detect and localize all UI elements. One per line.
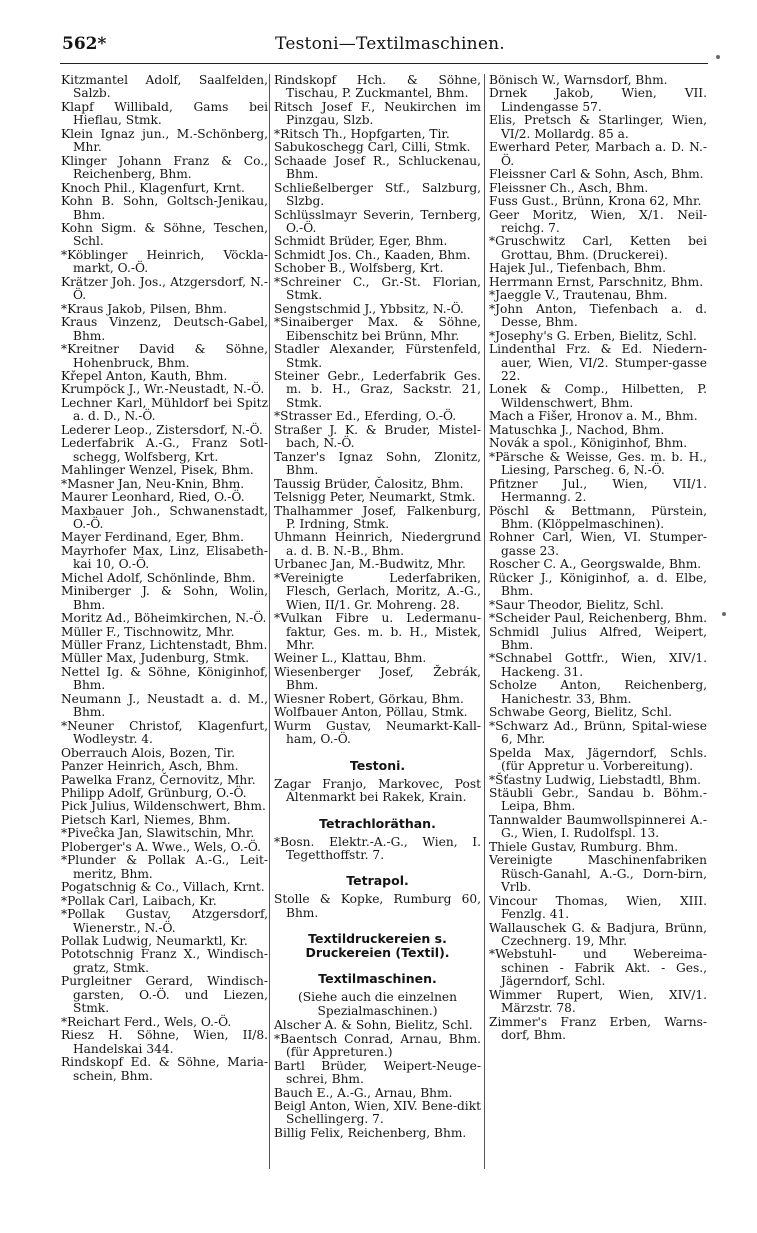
directory-entry: *Vereinigte Lederfabriken, Flesch, Gerlach, Moritz, A.-G., Wien, II/1. Gr. Mohreng. 28. <box>274 570 481 612</box>
directory-entry: Alscher A. & Sohn, Bielitz, Schl. <box>274 1018 473 1033</box>
directory-entry: Schober B., Wolfsberg, Krt. <box>274 261 444 276</box>
directory-entry: Schaade Josef R., Schluckenau, Bhm. <box>274 153 481 182</box>
column-1 <box>61 74 268 1083</box>
directory-entry: Fuss Gust., Brünn, Krona 62, Mhr. <box>489 194 702 209</box>
directory-entry: Rindskopf Hch. & Söhne, Tischau, P. Zuckmantel, Bhm. <box>274 73 481 101</box>
running-head: Testoni—Textilmaschinen. <box>275 34 505 54</box>
directory-entry: Taussig Brüder, Čalositz, Bhm. <box>274 476 464 491</box>
directory-entry: Fleissner Carl & Sohn, Asch, Bhm. <box>489 167 704 182</box>
directory-entry: *Webstuhl- und Webereima-schinen - Fabrik Akt. - Ges., Jägerndorf, Schl. <box>489 947 707 989</box>
print-smudge <box>722 612 726 616</box>
directory-entry: *Scheider Paul, Reichenberg, Bhm. <box>489 611 708 626</box>
directory-entry: Ploberger's A. Wwe., Wels, O.-Ö. <box>61 839 262 854</box>
column-2-entries <box>274 74 481 747</box>
directory-entry: *Köblinger Heinrich, Vöckla-markt, O.-Ö. <box>61 247 268 276</box>
directory-entry: *Piveĉka Jan, Slawitschin, Mhr. <box>61 826 255 841</box>
directory-entry: Moritz Ad., Böheimkirchen, N.-Ö. <box>61 611 267 626</box>
section-tetrapol-entries <box>274 893 481 920</box>
directory-entry: Wallauschek G. & Badjura, Brünn, Czechnerg. 19, Mhr. <box>489 920 707 948</box>
directory-entry: Stolle & Kopke, Rumburg 60, Bhm. <box>274 892 481 920</box>
directory-entry: Tannwalder Baumwollspinnerei A.-G., Wien, I. Rudolfspl. 13. <box>489 812 707 841</box>
directory-entry: Vereinigte Maschinenfabriken Rüsch-Ganahl, A.-G., Dorn-birn, Vrlb. <box>489 853 707 895</box>
directory-entry: Panzer Heinrich, Asch, Bhm. <box>61 759 239 774</box>
directory-entry: Müller Franz, Lichtenstadt, Bhm. <box>61 638 268 653</box>
directory-entry: Miniberger J. & Sohn, Wolin, Bhm. <box>61 584 268 612</box>
directory-entry: Michel Adolf, Schönlinde, Bhm. <box>61 570 256 585</box>
directory-entry: Mahlinger Wenzel, Pisek, Bhm. <box>61 463 254 478</box>
directory-entry: Zagar Franjo, Markovec, Post Altenmarkt bei Rakek, Krain. <box>274 776 481 805</box>
directory-entry: Klapf Willibald, Gams bei Hieflau, Stmk. <box>61 99 268 128</box>
directory-entry: Novák a spol., Königinhof, Bhm. <box>489 436 688 451</box>
directory-entry: Tanzer's Ignaz Sohn, Zlonitz, Bhm. <box>274 449 481 478</box>
directory-entry: Nettel Ig. & Söhne, Königinhof, Bhm. <box>61 664 268 693</box>
directory-entry: *Bosn. Elektr.-A.-G., Wien, I. Tegetthoffstr. 7. <box>274 834 481 863</box>
directory-entry: Ewerhard Peter, Marbach a. D. N.-Ö. <box>489 140 707 168</box>
column-2 <box>274 74 481 1140</box>
directory-entry: Herrmann Ernst, Parschnitz, Bhm. <box>489 274 704 289</box>
directory-entry: Stadler Alexander, Fürstenfeld, Stmk. <box>274 342 481 370</box>
directory-entry: Schmidt Jos. Ch., Kaaden, Bhm. <box>274 247 471 262</box>
directory-entry: Steiner Gebr., Lederfabrik Ges. m. b. H., Graz, Sackstr. 21, Stmk. <box>274 368 481 410</box>
directory-entry: *Ritsch Th., Hopfgarten, Tir. <box>274 126 450 141</box>
directory-entry: *Schwarz Ad., Brünn, Spital-wiese 6, Mhr. <box>489 718 707 747</box>
directory-entry: Pawelka Franz, Černovitz, Mhr. <box>61 772 256 787</box>
directory-entry: *Pollak Gustav, Atzgersdorf, Wienerstr., N.-Ö. <box>61 907 268 935</box>
directory-entry: Rohner Carl, Wien, VI. Stumper-gasse 23. <box>489 530 707 558</box>
directory-entry: Kohn Sigm. & Söhne, Teschen, Schl. <box>61 220 268 249</box>
section-heading-testoni: Testoni. <box>349 757 406 773</box>
directory-entry: Müller Max, Judenburg, Stmk. <box>61 651 250 666</box>
directory-entry: Beigl Anton, Wien, XIV. Bene-dikt Schellingerg. 7. <box>274 1099 481 1127</box>
section-heading-textilmaschinen: Textilmaschinen. <box>318 971 437 987</box>
directory-entry: Krumpöck J., Wr.-Neustadt, N.-Ö. <box>61 382 265 397</box>
directory-entry: *Šťastny Ludwig, Liebstadtl, Bhm. <box>489 772 701 787</box>
directory-entry: Schwabe Georg, Bielitz, Schl. <box>489 705 672 720</box>
directory-entry: Scholze Anton, Reichenberg, Hanichestr. 33, Bhm. <box>489 678 707 706</box>
directory-entry: Thalhammer Josef, Falkenburg, P. Irdning, Stmk. <box>274 503 481 531</box>
directory-entry: Pietsch Karl, Niemes, Bhm. <box>61 812 231 827</box>
section-note: (Siehe auch die einzelnen Spezialmaschinen.) <box>297 990 457 1018</box>
directory-entry: Rindskopf Ed. & Söhne, Maria-schein, Bhm. <box>61 1055 268 1083</box>
directory-entry: Lonek & Comp., Hilbetten, P. Wildenschwert, Bhm. <box>489 382 707 410</box>
directory-entry: *Neuner Christof, Klagenfurt, Wodleystr. 4. <box>61 718 268 747</box>
directory-entry: Wiesenberger Josef, Žebrák, Bhm. <box>274 664 481 693</box>
directory-entry: Klein Ignaz jun., M.-Schönberg, Mhr. <box>61 126 268 155</box>
directory-entry: Spelda Max, Jägerndorf, Schls. (für Appretur u. Vorbereitung). <box>489 745 707 774</box>
directory-entry: Stäubli Gebr., Sandau b. Böhm.-Leipa, Bhm. <box>489 786 707 814</box>
directory-entry: Bönisch W., Warnsdorf, Bhm. <box>489 73 668 87</box>
directory-entry: Lederfabrik A.-G., Franz Sotl-schegg, Wolfsberg, Krt. <box>61 436 268 464</box>
column-divider <box>269 74 270 1169</box>
column-divider <box>484 74 485 1169</box>
directory-entry: Purgleitner Gerard, Windisch-garsten, O.-Ö. und Liezen, Stmk. <box>61 974 268 1016</box>
section-tetrachlorathan-entries <box>274 836 481 863</box>
directory-entry: Maxbauer Joh., Schwanenstadt, O.-Ö. <box>61 503 268 531</box>
directory-entry: Lechner Karl, Mühldorf bei Spitz a. d. D., N.-Ö. <box>61 395 268 424</box>
directory-entry: Sabukoschegg Carl, Cilli, Stmk. <box>274 140 471 155</box>
column-3 <box>489 74 707 1043</box>
directory-entry: Sengstschmid J., Ybbsitz, N.-Ö. <box>274 301 464 316</box>
directory-entry: Geer Moritz, Wien, X/1. Neil-reichg. 7. <box>489 207 707 235</box>
directory-entry: Rücker J., Königinhof, a. d. Elbe, Bhm. <box>489 570 707 599</box>
directory-entry: Lindenthal Frz. & Ed. Niedern-auer, Wien, VI/2. Stumper-gasse 22. <box>489 342 707 383</box>
directory-entry: *Pärsche & Weisse, Ges. m. b. H., Liesing, Parscheg. 6, N.-Ö. <box>489 449 707 478</box>
directory-entry: *Schreiner C., Gr.-St. Florian, Stmk. <box>274 274 481 303</box>
directory-entry: Müller F., Tischnowitz, Mhr. <box>61 624 235 639</box>
directory-entry: Hajek Jul., Tiefenbach, Bhm. <box>489 261 666 276</box>
directory-entry: Lederer Leop., Zistersdorf, N.-Ö. <box>61 422 263 437</box>
directory-entry: Klinger Johann Franz & Co., Reichenberg, Bhm. <box>61 153 268 182</box>
directory-entry: Kraus Vinzenz, Deutsch-Gabel, Bhm. <box>61 315 268 343</box>
header-rule <box>60 63 708 64</box>
directory-entry: Kohn B. Sohn, Goltsch-Jenikau, Bhm. <box>61 194 268 222</box>
directory-entry: Matuschka J., Nachod, Bhm. <box>489 422 665 437</box>
directory-entry: Drnek Jakob, Wien, VII. Lindengasse 57. <box>489 86 707 114</box>
directory-entry: Krätzer Joh. Jos., Atzgersdorf, N.-Ö. <box>61 274 268 303</box>
directory-entry: Straßer J. K. & Bruder, Mistel-bach, N.-Ö. <box>274 422 481 451</box>
directory-entry: Wiesner Robert, Görkau, Bhm. <box>274 691 464 706</box>
print-smudge <box>716 55 720 59</box>
directory-entry: Fleissner Ch., Asch, Bhm. <box>489 180 649 195</box>
directory-entry: Knoch Phil., Klagenfurt, Krnt. <box>61 180 245 195</box>
directory-entry: Thiele Gustav, Rumburg. Bhm. <box>489 839 679 854</box>
directory-entry: Roscher C. A., Georgswalde, Bhm. <box>489 557 702 572</box>
directory-entry: Mayer Ferdinand, Eger, Bhm. <box>61 530 244 545</box>
directory-entry: Pototschnig Franz X., Windisch-gratz, Stmk. <box>61 947 268 975</box>
directory-entry: *Pollak Carl, Laibach, Kr. <box>61 893 217 908</box>
directory-entry: *Kreitner David & Söhne, Hohenbruck, Bhm. <box>61 342 268 370</box>
directory-entry: *Schnabel Gottfr., Wien, XIV/1. Hackeng. 31. <box>489 651 707 679</box>
directory-entry: Neumann J., Neustadt a. d. M., Bhm. <box>61 691 268 720</box>
directory-entry: Bauch E., A.-G., Arnau, Bhm. <box>274 1085 453 1100</box>
directory-entry: *Saur Theodor, Bielitz, Schl. <box>489 597 664 612</box>
directory-entry: *Sinaiberger Max. & Söhne, Eibenschitz bei Brünn, Mhr. <box>274 315 481 343</box>
directory-entry: *Reichart Ferd., Wels, O.-Ö. <box>61 1014 232 1029</box>
directory-entry: Wurm Gustav, Neumarkt-Kall-ham, O.-Ö. <box>274 718 481 747</box>
directory-entry: Uhmann Heinrich, Niedergrund a. d. B. N.-B., Bhm. <box>274 530 481 558</box>
directory-entry: Mach a Fišer, Hronov a. M., Bhm. <box>489 409 698 424</box>
section-heading-tetrachlorathan: Tetrachloräthan. <box>319 815 436 831</box>
directory-entry: *Masner Jan, Neu-Knin, Bhm. <box>61 476 245 491</box>
directory-entry: Weiner L., Klattau, Bhm. <box>274 651 427 666</box>
directory-entry: *Vulkan Fibre u. Ledermanu-faktur, Ges. m. b. H., Mistek, Mhr. <box>274 611 481 653</box>
directory-entry: Philipp Adolf, Grünburg, O.-Ö. <box>61 786 247 801</box>
directory-entry: Kitzmantel Adolf, Saalfelden, Salzb. <box>61 73 268 101</box>
directory-entry: Pick Julius, Wildenschwert, Bhm. <box>61 799 266 814</box>
directory-entry: Pfitzner Jul., Wien, VII/1. Hermanng. 2. <box>489 476 707 505</box>
directory-entry: Schmidt Brüder, Eger, Bhm. <box>274 234 448 249</box>
directory-entry: *Jaeggle V., Trautenau, Bhm. <box>489 288 668 303</box>
section-testoni-entries <box>274 778 481 805</box>
directory-entry: Křepel Anton, Kauth, Bhm. <box>61 368 228 383</box>
directory-entry: Zimmer's Franz Erben, Warns-dorf, Bhm. <box>489 1014 707 1043</box>
directory-entry: Billig Felix, Reichenberg, Bhm. <box>274 1125 467 1140</box>
directory-entry: Pogatschnig & Co., Villach, Krnt. <box>61 880 265 895</box>
section-heading-textildruckereien: Textildruckereien s. Druckereien (Textil). <box>305 931 450 961</box>
directory-entry: Ritsch Josef F., Neukirchen im Pinzgau, Slzb. <box>274 99 481 128</box>
directory-entry: *John Anton, Tiefenbach a. d. Desse, Bhm. <box>489 301 707 330</box>
section-heading-tetrapol: Tetrapol. <box>346 873 409 889</box>
directory-entry: *Baentsch Conrad, Arnau, Bhm. (für Appreturen.) <box>274 1031 481 1060</box>
directory-entry: *Kraus Jakob, Pilsen, Bhm. <box>61 301 227 316</box>
directory-entry: Schließelberger Stf., Salzburg, Slzbg. <box>274 180 481 209</box>
directory-entry: Maurer Leonhard, Ried, O.-Ö. <box>61 490 245 505</box>
directory-entry: Schmidl Julius Alfred, Weipert, Bhm. <box>489 624 707 653</box>
directory-entry: Mayrhofer Max, Linz, Elisabeth-kai 10, O.-Ö. <box>61 543 268 572</box>
directory-entry: *Josephy's G. Erben, Bielitz, Schl. <box>489 328 697 343</box>
directory-entry: Pollak Ludwig, Neumarktl, Kr. <box>61 934 248 948</box>
directory-entry: Oberrauch Alois, Bozen, Tir. <box>61 745 236 760</box>
directory-entry: Wolfbauer Anton, Pöllau, Stmk. <box>274 705 468 720</box>
directory-entry: *Plunder & Pollak A.-G., Leit-meritz, Bhm. <box>61 853 268 881</box>
directory-entry: Vincour Thomas, Wien, XIII. Fenzlg. 41. <box>489 893 707 922</box>
directory-entry: Pöschl & Bettmann, Pürstein, Bhm. (Klöppelmaschinen). <box>489 503 707 531</box>
page-number: 562* <box>62 34 107 54</box>
directory-entry: Riesz H. Söhne, Wien, II/8. Handelskai 344. <box>61 1028 268 1056</box>
directory-entry: Schlüsslmayr Severin, Ternberg, O.-Ö. <box>274 207 481 235</box>
directory-entry: Elis, Pretsch & Starlinger, Wien, VI/2. Mollardg. 85 a. <box>489 113 707 141</box>
page-header <box>60 34 720 58</box>
directory-entry: Urbanec Jan, M.-Budwitz, Mhr. <box>274 557 466 572</box>
directory-entry: Telsnigg Peter, Neumarkt, Stmk. <box>274 490 476 505</box>
section-textilmaschinen-entries <box>274 1019 481 1140</box>
directory-entry: Bartl Brüder, Weipert-Neuge-schrei, Bhm. <box>274 1058 481 1087</box>
directory-entry: *Gruschwitz Carl, Ketten bei Grottau, Bhm. (Druckerei). <box>489 234 707 262</box>
directory-entry: *Strasser Ed., Eferding, O.-Ö. <box>274 409 457 424</box>
directory-entry: Wimmer Rupert, Wien, XIV/1. Märzstr. 78. <box>489 987 707 1016</box>
